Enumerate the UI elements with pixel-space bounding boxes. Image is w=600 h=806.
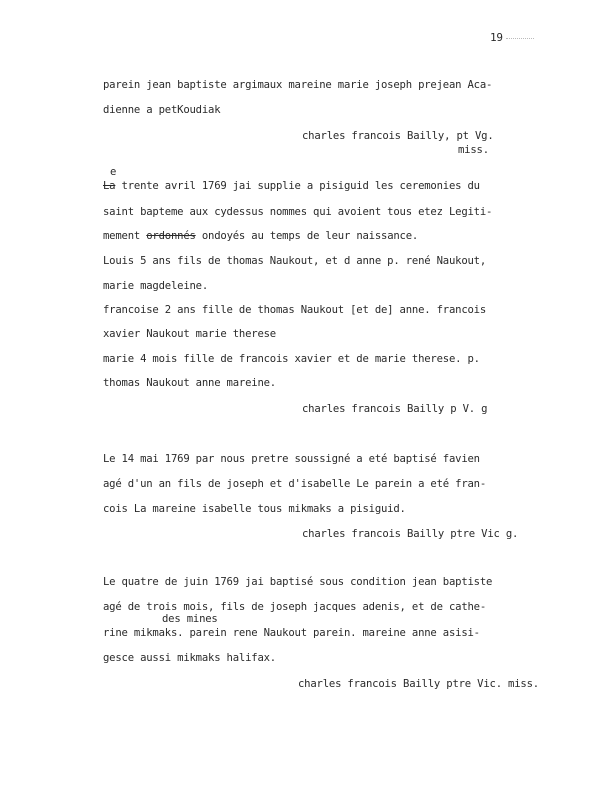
entry-1-signature: charles francois Bailly, pt Vg. — [302, 130, 494, 142]
entry-1-line-2: dienne a petKoudiak — [103, 104, 221, 116]
entry-2-line-3-pre: mement — [103, 230, 147, 242]
entry-4-line-3: rine mikmaks. parein rene Naukout parein. mareine anne asisi- — [103, 627, 480, 639]
entry-4-signature: charles francois Bailly ptre Vic. miss. — [298, 678, 539, 690]
entry-1-signature-cont: miss. — [458, 144, 489, 156]
entry-2-line-3-post: ondoyés au temps de leur naissance. — [195, 230, 419, 242]
entry-2-line-5: marie magdeleine. — [103, 280, 209, 292]
entry-2-line-1-text: trente avril 1769 jai supplie a pisiguid les ceremonies du — [115, 180, 480, 192]
entry-2-line-2: saint bapteme aux cydessus nommes qui avoient tous etez Legiti- — [103, 206, 493, 218]
page-number: 19 — [490, 31, 503, 44]
entry-2-line-9: thomas Naukout anne mareine. — [103, 377, 276, 389]
entry-3-line-3: cois La mareine isabelle tous mikmaks a pisiguid. — [103, 503, 406, 515]
entry-2-line-1 — [103, 180, 480, 192]
entry-3-signature: charles francois Bailly ptre Vic g. — [302, 528, 519, 540]
entry-2-line-3 — [103, 230, 418, 242]
entry-2-signature: charles francois Bailly p V. g — [302, 403, 488, 415]
entry-2-line-8: marie 4 mois fille de francois xavier et de marie therese. p. — [103, 353, 480, 365]
entry-2-line-4: Louis 5 ans fils de thomas Naukout, et d anne p. rené Naukout, — [103, 255, 487, 267]
entry-4-insert: des mines — [162, 613, 218, 625]
entry-2-line-6: francoise 2 ans fille de thomas Naukout [et de] anne. francois — [103, 304, 487, 316]
entry-3-line-1: Le 14 mai 1769 par nous pretre soussigné a eté baptisé favien — [103, 453, 480, 465]
entry-4-line-2: agé de trois mois, fils de joseph jacques adenis, et de cathe- — [103, 601, 487, 613]
page-number-mark — [506, 38, 534, 39]
entry-4-line-1: Le quatre de juin 1769 jai baptisé sous condition jean baptiste — [103, 576, 493, 588]
entry-2-insert: e — [110, 166, 117, 178]
struck-word: La — [103, 180, 116, 192]
entry-2-line-7: xavier Naukout marie therese — [103, 328, 276, 340]
entry-1-line-1: parein jean baptiste argimaux mareine marie joseph prejean Aca- — [103, 79, 493, 91]
entry-4-line-4: gesce aussi mikmaks halifax. — [103, 652, 276, 664]
entry-3-line-2: agé d'un an fils de joseph et d'isabelle Le parein a eté fran- — [103, 478, 487, 490]
struck-word: ordonnés — [146, 230, 196, 242]
